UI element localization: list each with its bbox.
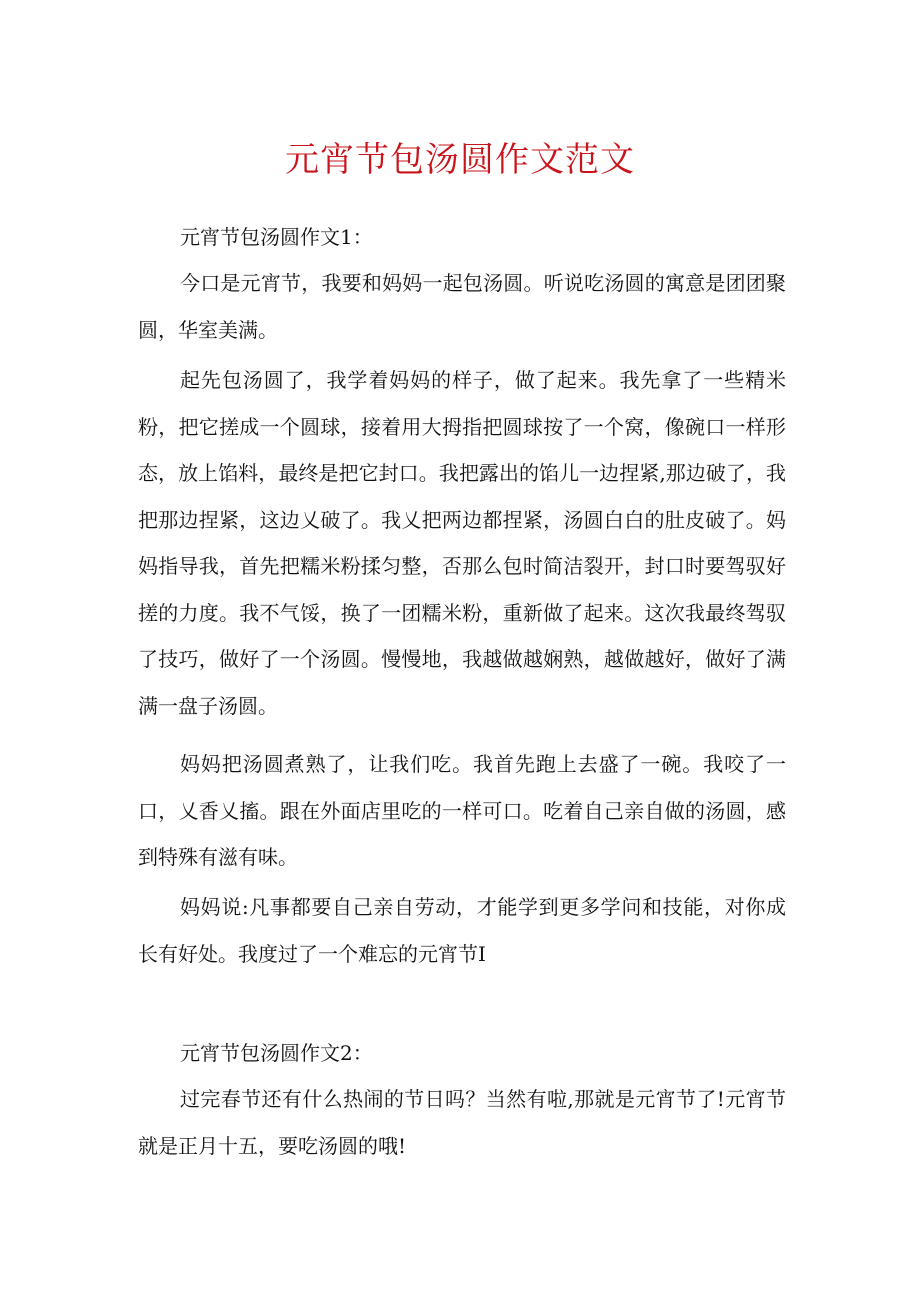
essay-1-paragraph-1: 今口是元宵节，我要和妈妈一起包汤圆。听说吃汤圆的寓意是团团聚圆，华室美满。 (138, 271, 786, 342)
essay-2-paragraph-1: 过完春节还有什么热闹的节日吗？当然有啦,那就是元宵节了!元宵节就是正月十五，要吃汤圆的哦! (138, 1087, 786, 1158)
essay-1-paragraph-3: 妈妈把汤圆煮熟了，让我们吃。我首先跑上去盛了一碗。我咬了一口，乂香乂搐。跟在外面店里吃的一样可口。吃着自己亲自做的汤圆，感到特殊有滋有味。 (138, 752, 786, 869)
essay-1-paragraph-2: 起先包汤圆了，我学着妈妈的样子，做了起来。我先拿了一些精米粉，把它搓成一个圆球，接着用大拇指把圆球按了一个窝，像碗口一样形态，放上馅料，最终是把它封口。我把露出的馅儿一边捏紧,那边破了，我把那边捏紧，这边乂破了。我乂把两边都捏紧，汤圆白白的肚皮破了。妈妈指导我，首先把糯米粉揉匀整，否那么包时简洁裂开，封口时要驾驭好搓的力度。我不气馁，换了一团糯米粉，重新做了起来。这次我最终驾驭了技巧，做好了一个汤圆。慢慢地，我越做越娴熟，越做越好，做好了满满一盘子汤圆。 (138, 368, 786, 718)
document-title: 元宵节包汤圆作文范文 (285, 140, 635, 180)
essay-2-heading: 元宵节包汤圆作文2： (180, 1041, 373, 1065)
essay-1-heading: 元宵节包汤圆作文1： (180, 225, 373, 249)
essay-1-paragraph-4: 妈妈说:凡事都要自己亲自劳动，才能学到更多学问和技能，对你成长有好处。我度过了一个难忘的元宵节I (138, 895, 786, 966)
